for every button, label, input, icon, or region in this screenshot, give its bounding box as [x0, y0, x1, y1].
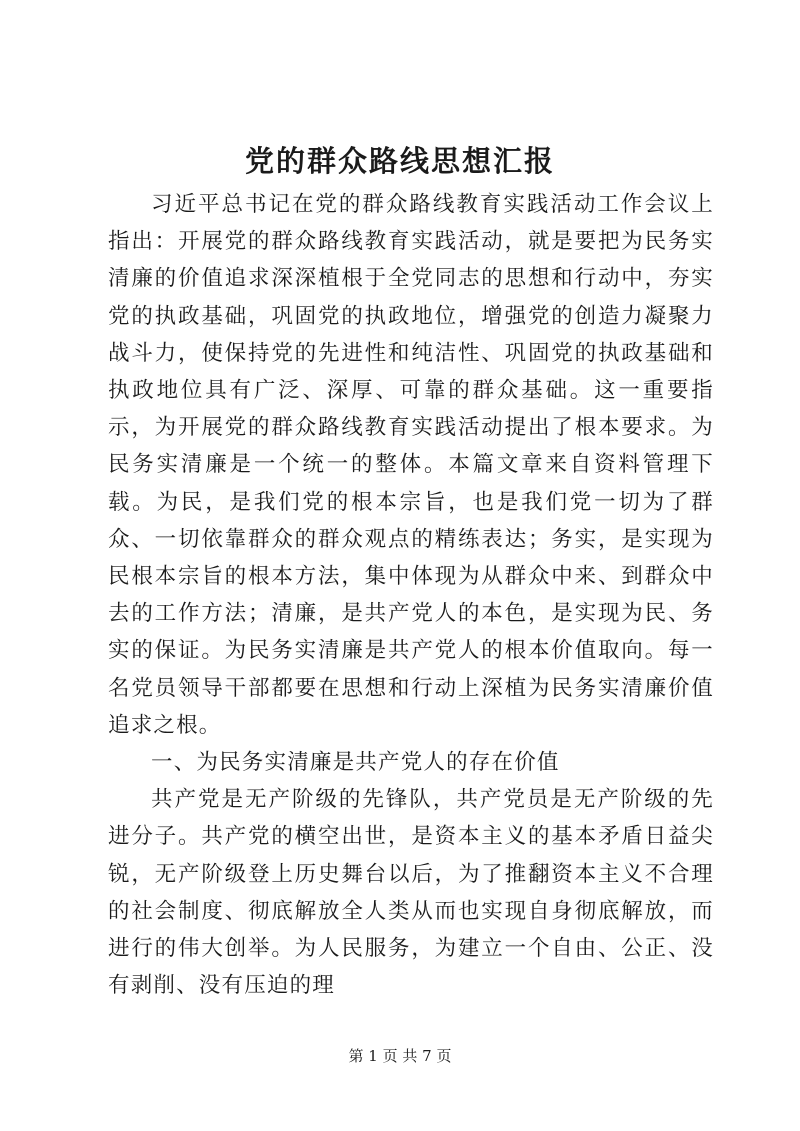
document-title: 党的群众路线思想汇报 — [244, 144, 555, 178]
page-footer: 第 1 页 共 7 页 — [348, 1047, 452, 1065]
paragraph-section-1: 共产党是无产阶级的先锋队，共产党员是无产阶级的先进分子。共产党的横空出世，是资本主义的基本矛盾日益尖锐，无产阶级登上历史舞台以后，为了推翻资本主义不合理的社会制度、彻底解放全人类从而也实现自身彻底解放，而进行的伟大创举。为人民服务，为建立一个自由、公正、没有剥削、没有压迫的理 — [108, 787, 714, 999]
document-body — [108, 186, 714, 1004]
section-heading: 一、为民务实清廉是共产党人的存在价值 — [151, 750, 560, 776]
paragraph-intro: 习近平总书记在党的群众路线教育实践活动工作会议上指出：开展党的群众路线教育实践活动，就是要把为民务实清廉的价值追求深深植根于全党同志的思想和行动中，夯实党的执政基础，巩固党的执政地位，增强党的创造力凝聚力战斗力，使保持党的先进性和纯洁性、巩固党的执政基础和执政地位具有广泛、深厚、可靠的群众基础。这一重要指示，为开展党的群众路线教育实践活动提出了根本要求。为民务实清廉是一个统一的整体。本篇文章来自资料管理下载。为民，是我们党的根本宗旨，也是我们党一切为了群众、一切依靠群众的群众观点的精练表达；务实，是实现为民根本宗旨的根本方法，集中体现为从群众中来、到群众中去的工作方法；清廉，是共产党人的本色，是实现为民、务实的保证。为民务实清廉是共产党人的根本价值取向。每一名党员领导干部都要在思想和行动上深植为民务实清廉价值追求之根。 — [108, 192, 714, 738]
